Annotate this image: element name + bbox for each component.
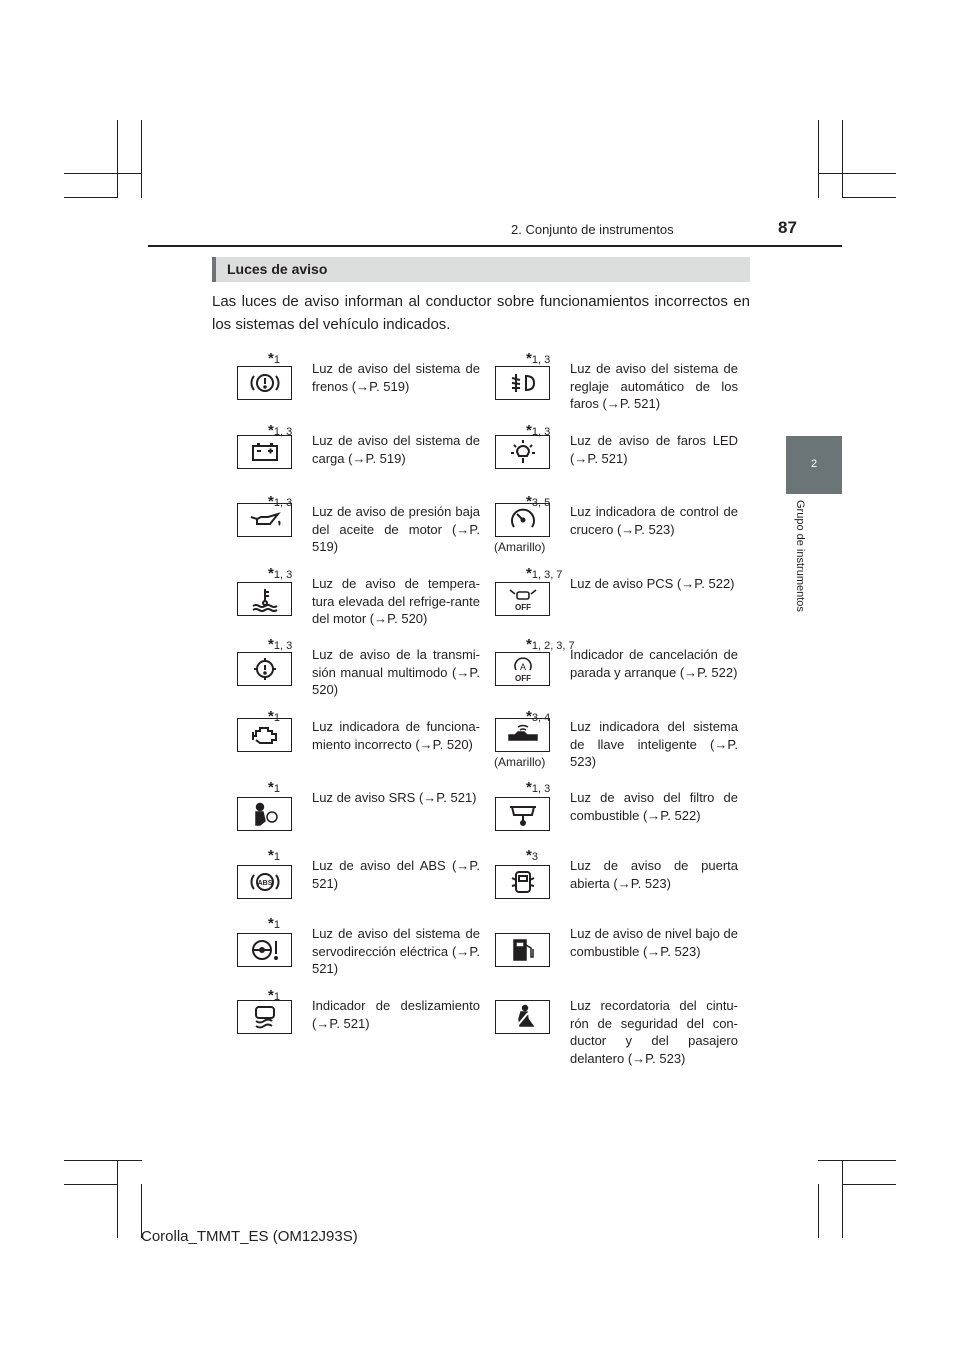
crop-mark [117, 1160, 118, 1238]
cruise-control-icon [495, 503, 550, 537]
transmission-gear-icon [237, 652, 292, 686]
page-number: 87 [778, 218, 797, 237]
footnote-numbers: 1, 2, 3, 7 [531, 640, 575, 652]
footnote-numbers: 1 [273, 712, 280, 724]
smart-key-icon [495, 718, 550, 752]
footnote-numbers: 1, 3 [531, 426, 551, 438]
intro-paragraph: Las luces de aviso informan al conductor sobre funcionamientos incorrectos en los sistemas del vehículo indicados. [212, 293, 750, 333]
footnote-marker: *1 [268, 708, 280, 725]
crop-mark [64, 173, 142, 174]
footnote-numbers: 1, 3 [273, 497, 293, 509]
section-title: Luces de aviso [227, 261, 328, 277]
crop-mark [842, 1160, 843, 1238]
footnote-numbers: 3, 5 [531, 497, 551, 509]
chapter-title: Grupo de instrumentos [794, 500, 806, 612]
crop-mark [818, 1184, 819, 1238]
warning-light-description: Luz de aviso del filtro de combustible (→P. 522) [570, 790, 738, 823]
warning-light-description: Luz de aviso del ABS (→P. 521) [312, 858, 480, 891]
warning-light-description: Luz de aviso del sistema de reglaje automático de los faros (→P. 521) [570, 361, 738, 411]
footnote-marker: *3, 4 [526, 708, 551, 725]
crop-mark [818, 173, 896, 174]
footnote-numbers: 1, 3 [273, 426, 293, 438]
footnote-numbers: 1 [273, 851, 280, 863]
footnote-marker: *1, 3, 7 [526, 565, 563, 582]
pcs-off-icon [495, 582, 550, 616]
header-rule [148, 245, 842, 247]
warning-light-description: Indicador de deslizamiento (→P. 521) [312, 998, 480, 1031]
crop-mark [64, 197, 117, 198]
chapter-number: 2 [810, 458, 818, 470]
crop-mark [842, 1184, 896, 1185]
coolant-temperature-icon [237, 582, 292, 616]
footnote-marker: *1, 3 [526, 350, 551, 367]
footnote-marker: *1, 3 [268, 565, 293, 582]
footnote-marker: *1 [268, 915, 280, 932]
footnote-marker: *1, 3 [268, 493, 293, 510]
color-note: (Amarillo) [494, 540, 546, 554]
footnote-numbers: 1 [273, 991, 280, 1003]
crop-mark [842, 120, 843, 198]
footnote-marker: *1, 3 [268, 422, 293, 439]
footnote-marker: *1, 3 [526, 779, 551, 796]
warning-light-description: Luz de aviso de nivel bajo de combustible (→P. 523) [570, 926, 738, 959]
abs-icon [237, 865, 292, 899]
footnote-marker: *1, 3 [526, 422, 551, 439]
footnote-numbers: 1, 3, 7 [531, 569, 563, 581]
chapter-tab [786, 436, 842, 494]
crop-mark [141, 120, 142, 198]
footnote-numbers: 1 [273, 783, 280, 795]
crop-mark [818, 1160, 896, 1161]
brake-warning-icon [237, 366, 292, 400]
warning-light-description: Luz indicadora del sistema de llave inteligente (→P. 523) [570, 719, 738, 769]
oil-pressure-icon [237, 503, 292, 537]
footnote-numbers: 3, 4 [531, 712, 551, 724]
footer-text: Corolla_TMMT_ES (OM12J93S) [141, 1228, 358, 1245]
footnote-numbers: 1, 3 [273, 640, 293, 652]
footnote-numbers: 3 [531, 851, 538, 863]
check-engine-icon [237, 718, 292, 752]
footnote-numbers: 1, 3 [531, 354, 551, 366]
led-headlight-icon [495, 435, 550, 469]
warning-light-description: Luz de aviso del sistema de carga (→P. 519) [312, 433, 480, 466]
slip-indicator-icon [237, 1000, 292, 1034]
warning-light-description: Indicador de cancelación de parada y arranque (→P. 522) [570, 647, 738, 680]
footnote-marker: *1 [268, 987, 280, 1004]
color-note: (Amarillo) [494, 755, 546, 769]
footnote-marker: *1, 3 [268, 636, 293, 653]
warning-light-description: Luz de aviso de faros LED (→P. 521) [570, 433, 738, 466]
footnote-marker: *3, 5 [526, 493, 551, 510]
warning-light-description: Luz de aviso del sistema de servodirección eléctrica (→P. 521) [312, 926, 480, 976]
crop-mark [64, 1160, 142, 1161]
section-heading [212, 257, 750, 282]
footnote-numbers: 1, 3 [531, 783, 551, 795]
stop-start-off-icon [495, 652, 550, 686]
footnote-marker: *1 [268, 847, 280, 864]
warning-light-description: Luz de aviso SRS (→P. 521) [312, 790, 477, 805]
seatbelt-reminder-icon [495, 1000, 550, 1034]
footnote-numbers: 1 [273, 919, 280, 931]
footnote-marker: *3 [526, 847, 538, 864]
crop-mark [117, 120, 118, 198]
footnote-numbers: 1, 3 [273, 569, 293, 581]
warning-light-description: Luz recordatoria del cintu-rón de seguridad del con-ductor y del pasajero delantero (→P. 523) [570, 998, 738, 1066]
warning-light-description: Luz de aviso PCS (→P. 522) [570, 576, 735, 591]
fuel-filter-icon [495, 797, 550, 831]
running-title: 2. Conjunto de instrumentos [511, 222, 674, 237]
warning-light-description: Luz indicadora de control de crucero (→P. 523) [570, 504, 738, 537]
footnote-marker: *1 [268, 779, 280, 796]
warning-light-description: Luz de aviso de presión baja del aceite de motor (→P. 519) [312, 504, 480, 554]
footnote-numbers: 1 [273, 354, 280, 366]
low-fuel-icon [495, 933, 550, 967]
footnote-marker: *1 [268, 350, 280, 367]
srs-airbag-icon [237, 797, 292, 831]
warning-light-description: Luz de aviso del sistema de frenos (→P. 519) [312, 361, 480, 394]
crop-mark [842, 197, 896, 198]
warning-light-description: Luz de aviso de la transmi-sión manual multimodo (→P. 520) [312, 647, 480, 697]
power-steering-icon [237, 933, 292, 967]
warning-light-description: Luz de aviso de tempera-tura elevada del refrige-rante del motor (→P. 520) [312, 576, 480, 626]
door-open-icon [495, 865, 550, 899]
headlight-leveling-icon [495, 366, 550, 400]
footnote-marker: *1, 2, 3, 7 [526, 636, 575, 653]
crop-mark [818, 120, 819, 198]
warning-light-description: Luz de aviso de puerta abierta (→P. 523) [570, 858, 738, 891]
warning-light-description: Luz indicadora de funciona-miento incorrecto (→P. 520) [312, 719, 480, 752]
battery-charging-icon [237, 435, 292, 469]
crop-mark [64, 1184, 117, 1185]
